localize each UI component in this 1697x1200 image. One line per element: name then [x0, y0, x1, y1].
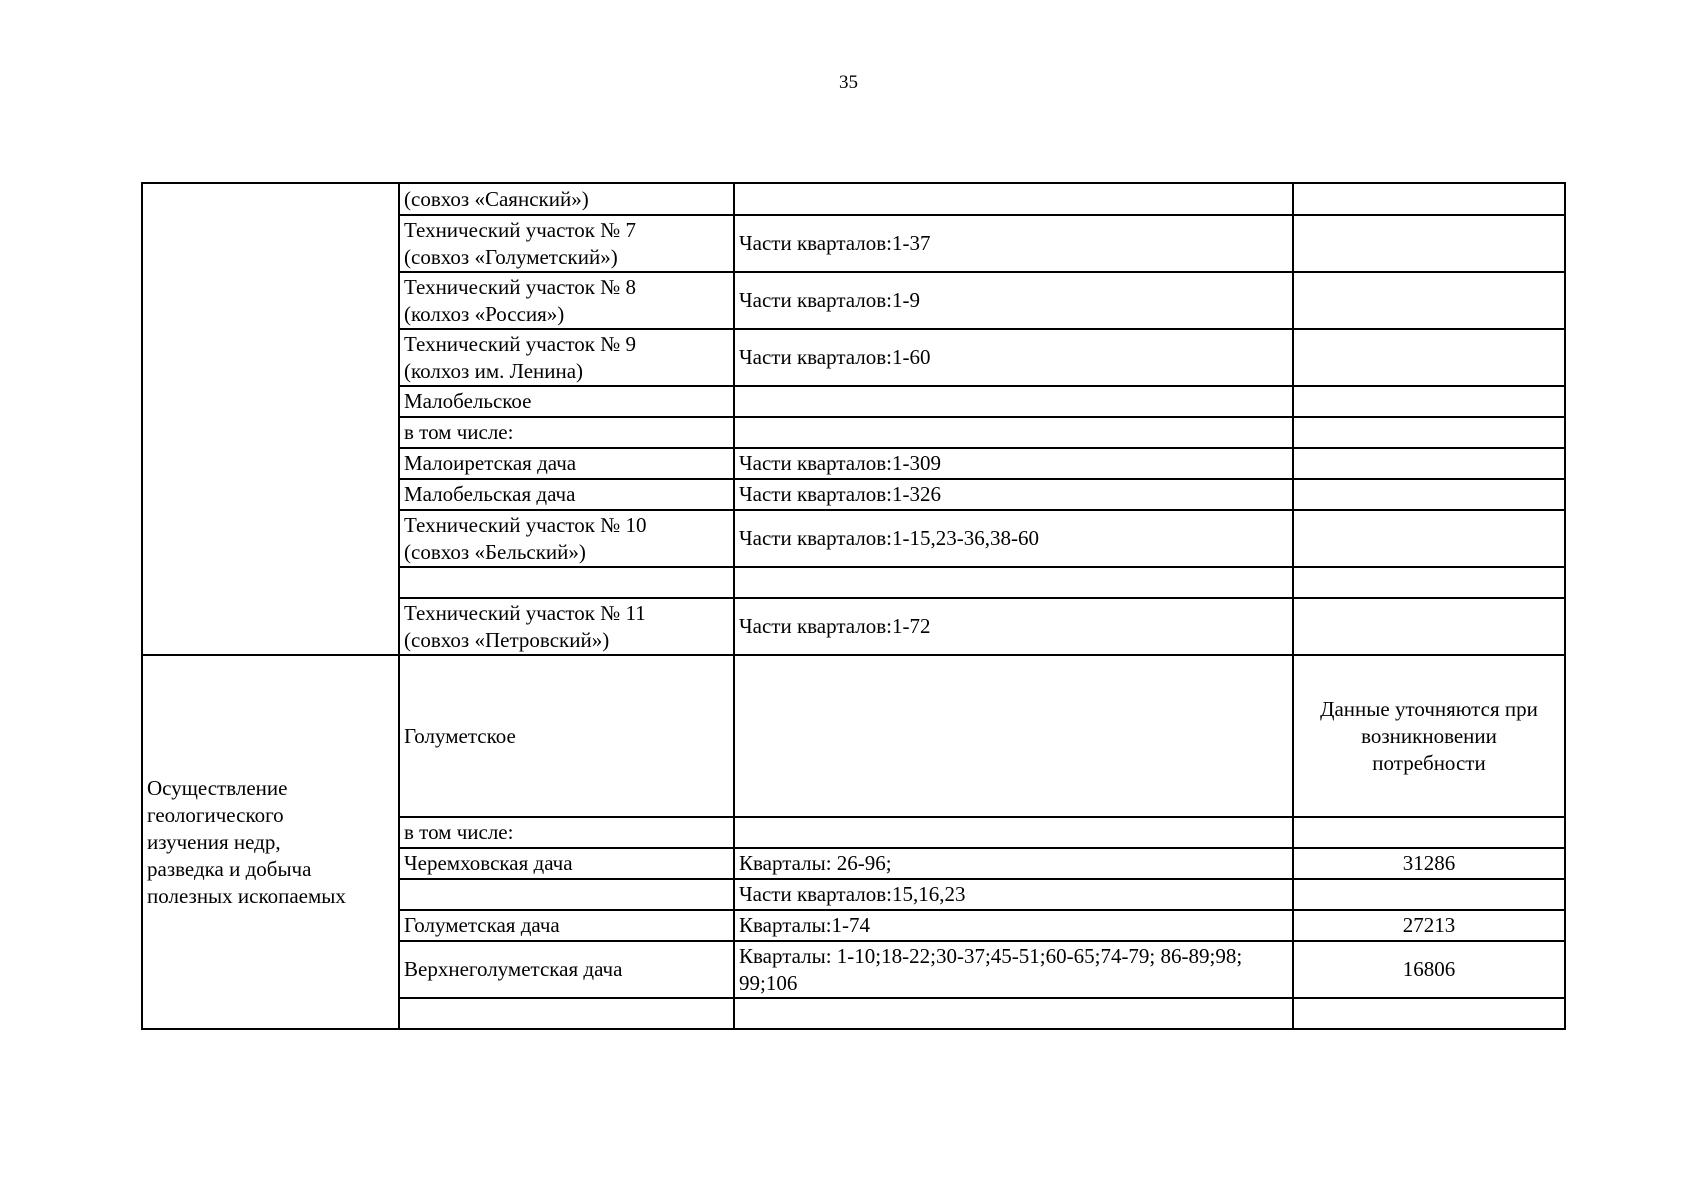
value-cell	[1293, 479, 1565, 510]
page-number: 35	[839, 72, 858, 93]
area-name-cell: (совхоз «Саянский»)	[399, 183, 734, 215]
value-cell	[1293, 329, 1565, 386]
quarters-cell: Кварталы: 26-96;	[734, 848, 1293, 879]
quarters-cell	[734, 417, 1293, 448]
area-name-cell: Технический участок № 11 (совхоз «Петровский»)	[399, 598, 734, 655]
area-name-cell: Технический участок № 8 (колхоз «Россия»)	[399, 272, 734, 329]
quarters-cell: Части кварталов:1-9	[734, 272, 1293, 329]
forest-use-table	[141, 182, 1566, 1030]
area-name-cell: Черемховская дача	[399, 848, 734, 879]
purpose-cell: Осуществление геологического изучения недр, разведка и добыча полезных ископаемых	[142, 655, 399, 1029]
quarters-cell: Части кварталов:1-72	[734, 598, 1293, 655]
quarters-cell: Части кварталов:1-309	[734, 448, 1293, 479]
area-name-cell	[399, 567, 734, 598]
quarters-cell: Части кварталов:15,16,23	[734, 879, 1293, 910]
quarters-cell: Части кварталов:1-326	[734, 479, 1293, 510]
quarters-cell: Части кварталов:1-60	[734, 329, 1293, 386]
table-row	[142, 183, 1565, 215]
value-cell	[1293, 817, 1565, 848]
value-cell	[1293, 386, 1565, 417]
table-row	[142, 655, 1565, 817]
value-cell	[1293, 510, 1565, 567]
quarters-cell	[734, 817, 1293, 848]
area-name-cell: Технический участок № 7 (совхоз «Голуметский»)	[399, 215, 734, 272]
value-cell: 31286	[1293, 848, 1565, 879]
value-cell	[1293, 448, 1565, 479]
quarters-cell	[734, 567, 1293, 598]
quarters-cell: Кварталы:1-74	[734, 910, 1293, 941]
area-name-cell: Технический участок № 9 (колхоз им. Ленина)	[399, 329, 734, 386]
area-name-cell: Верхнеголуметская дача	[399, 941, 734, 998]
area-name-cell: Голуметское	[399, 655, 734, 817]
quarters-cell: Части кварталов:1-15,23-36,38-60	[734, 510, 1293, 567]
value-cell: 16806	[1293, 941, 1565, 998]
area-name-cell: Малоиретская дача	[399, 448, 734, 479]
area-name-cell	[399, 879, 734, 910]
area-name-cell: Малобельское	[399, 386, 734, 417]
value-cell	[1293, 417, 1565, 448]
value-cell	[1293, 183, 1565, 215]
area-name-cell: Технический участок № 10 (совхоз «Бельский»)	[399, 510, 734, 567]
value-cell: Данные уточняются при возникновении потребности	[1293, 655, 1565, 817]
quarters-cell: Кварталы: 1-10;18-22;30-37;45-51;60-65;74-79; 86-89;98; 99;106	[734, 941, 1293, 998]
value-cell	[1293, 272, 1565, 329]
value-cell	[1293, 598, 1565, 655]
value-cell	[1293, 567, 1565, 598]
quarters-cell: Части кварталов:1-37	[734, 215, 1293, 272]
quarters-cell	[734, 386, 1293, 417]
purpose-cell-empty	[142, 183, 399, 655]
area-name-cell: Голуметская дача	[399, 910, 734, 941]
value-cell	[1293, 998, 1565, 1029]
area-name-cell: в том числе:	[399, 817, 734, 848]
quarters-cell	[734, 183, 1293, 215]
value-cell	[1293, 879, 1565, 910]
quarters-cell	[734, 655, 1293, 817]
value-cell	[1293, 215, 1565, 272]
area-name-cell: Малобельская дача	[399, 479, 734, 510]
quarters-cell	[734, 998, 1293, 1029]
value-cell: 27213	[1293, 910, 1565, 941]
area-name-cell: в том числе:	[399, 417, 734, 448]
area-name-cell	[399, 998, 734, 1029]
